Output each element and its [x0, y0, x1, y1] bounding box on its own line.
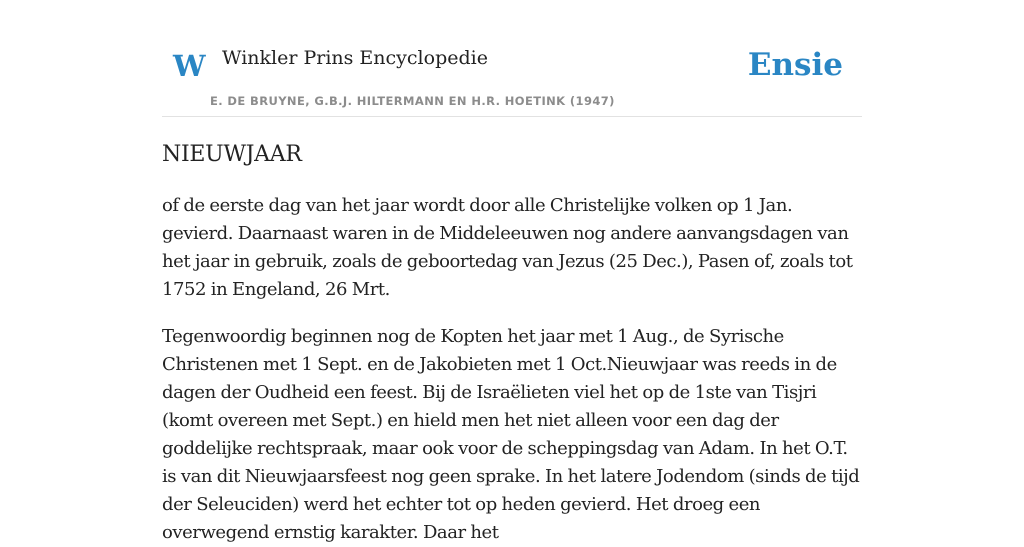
- article-paragraph-2: Tegenwoordig beginnen nog de Kopten het jaar met 1 Aug., de Syrische Christenen met 1 Sept. en de Jakobieten met 1 Oct.Nieuwjaar was reeds in de dagen der Oudheid een feest. Bij de Israëlieten viel het op de 1ste van Tisjri (komt overeen met Sept.) en hield men het niet alleen voor een dag der goddelijke rechtspraak, maar ook voor de scheppingsdag van Adam. In het O.T. is van dit Nieuwjaarsfeest nog geen sprake. In het latere Jodendom (sinds de tijd der Seleuciden) werd het echter tot op heden gevierd. Het droeg een overwegend ernstig karakter. Daar het: [162, 326, 860, 543]
- site-title-link[interactable]: Winkler Prins Encyclopedie: [222, 47, 488, 69]
- authors-line: E. DE BRUYNE, G.B.J. HILTERMANN EN H.R. HOETINK (1947): [210, 94, 615, 108]
- article-title: NIEUWJAAR: [162, 142, 302, 167]
- winkler-prins-logo-icon[interactable]: W: [173, 49, 206, 83]
- ensie-logo-link[interactable]: Ensie: [747, 47, 843, 83]
- site-header: [162, 0, 862, 117]
- article-paragraph-1: of de eerste dag van het jaar wordt door alle Christelijke volken op 1 Jan. gevierd. Daarnaast waren in de Middeleeuwen nog andere aanvangsdagen van het jaar in gebruik, zoals de geboortedag van Jezus (25 Dec.), Pasen of, zoals tot 1752 in Engeland, 26 Mrt.: [162, 195, 853, 300]
- article-body: [162, 140, 862, 547]
